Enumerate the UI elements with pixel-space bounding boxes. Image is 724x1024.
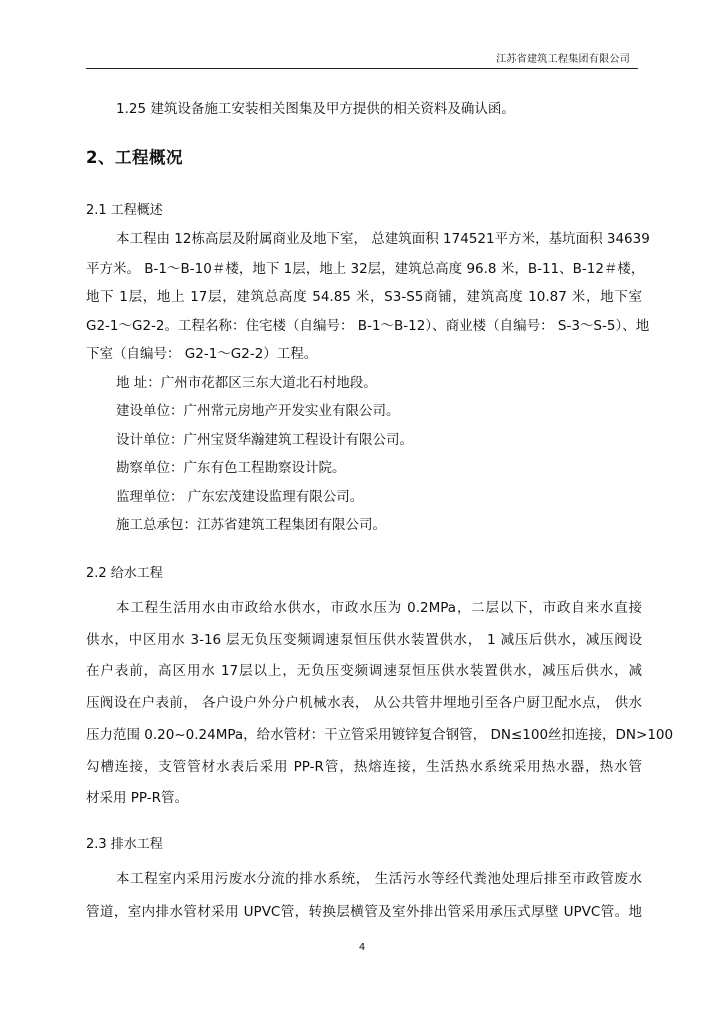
paragraph-line: 下室（自编号： G2-1～G2-2）工程。 bbox=[86, 346, 318, 362]
info-developer: 建设单位：广州常元房地产开发实业有限公司。 bbox=[116, 403, 400, 419]
info-general-contractor: 施工总承包：江苏省建筑工程集团有限公司。 bbox=[116, 517, 386, 533]
paragraph-line: 压阀设在户表前， 各户设户外分户机械水表， 从公共管井埋地引至各户厨卫配水点， 供水 bbox=[86, 695, 642, 711]
paragraph-line: 材采用 PP-R管。 bbox=[86, 790, 189, 806]
paragraph-line: 本工程室内采用污废水分流的排水系统， 生活污水等经代粪池处理后排至市政管废水 bbox=[116, 871, 642, 887]
paragraph-line: 本工程生活用水由市政给水供水，市政水压为 0.2MPa，二层以下，市政自来水直接 bbox=[116, 600, 642, 616]
info-surveyor: 勘察单位：广东有色工程勘察设计院。 bbox=[116, 460, 346, 476]
header-company-name: 江苏省建筑工程集团有限公司 bbox=[496, 54, 630, 65]
paragraph-line: 管道，室内排水管材采用 UPVC管，转换层横管及室外排出管采用承压式厚壁 UPVC管。地 bbox=[86, 904, 642, 920]
paragraph-line: 地下 1层，地上 17层，建筑总高度 54.85 米，S3-S5商铺，建筑高度 10.87 米，地下室 bbox=[86, 289, 642, 305]
section-2-1-heading: 2.1 工程概述 bbox=[86, 203, 163, 218]
paragraph-line: 在户表前，高区用水 17层以上，无负压变频调速泵恒压供水装置供水，减压后供水，减 bbox=[86, 663, 642, 679]
intro-item: 1.25 建筑设备施工安装相关图集及甲方提供的相关资料及确认函。 bbox=[116, 101, 515, 117]
section-2-heading: 2、工程概况 bbox=[86, 148, 183, 167]
section-2-3-heading: 2.3 排水工程 bbox=[86, 837, 163, 852]
paragraph-line: 勾槽连接，支管管材水表后采用 PP-R管，热熔连接，生活热水系统采用热水器，热水管 bbox=[86, 759, 642, 775]
header-divider bbox=[86, 68, 638, 69]
section-2-2-heading: 2.2 给水工程 bbox=[86, 566, 163, 581]
paragraph-line: 压力范围 0.20~0.24MPa，给水管材：干立管采用镀锌复合钢管， DN≤100丝扣连接，DN>100 bbox=[86, 727, 674, 743]
paragraph-line: 本工程由 12栋高层及附属商业及地下室， 总建筑面积 174521平方米，基坑面积 34639 bbox=[116, 231, 650, 247]
info-address: 地 址：广州市花都区三东大道北石村地段。 bbox=[116, 375, 377, 391]
info-designer: 设计单位：广州宝贤华瀚建筑工程设计有限公司。 bbox=[116, 432, 413, 448]
paragraph-line: G2-1～G2-2。工程名称：住宅楼（自编号： B-1～B-12）、商业楼（自编号： S-3～S-5）、地 bbox=[86, 318, 650, 334]
page-number: 4 bbox=[358, 942, 366, 953]
paragraph-line: 平方米。 B-1～B-10＃楼，地下 1层，地上 32层，建筑总高度 96.8 米，B-11、B-12＃楼， bbox=[86, 261, 645, 277]
info-supervisor: 监理单位： 广东宏茂建设监理有限公司。 bbox=[116, 489, 364, 505]
paragraph-line: 供水，中区用水 3-16 层无负压变频调速泵恒压供水装置供水， 1 减压后供水，减压阀设 bbox=[86, 632, 642, 648]
